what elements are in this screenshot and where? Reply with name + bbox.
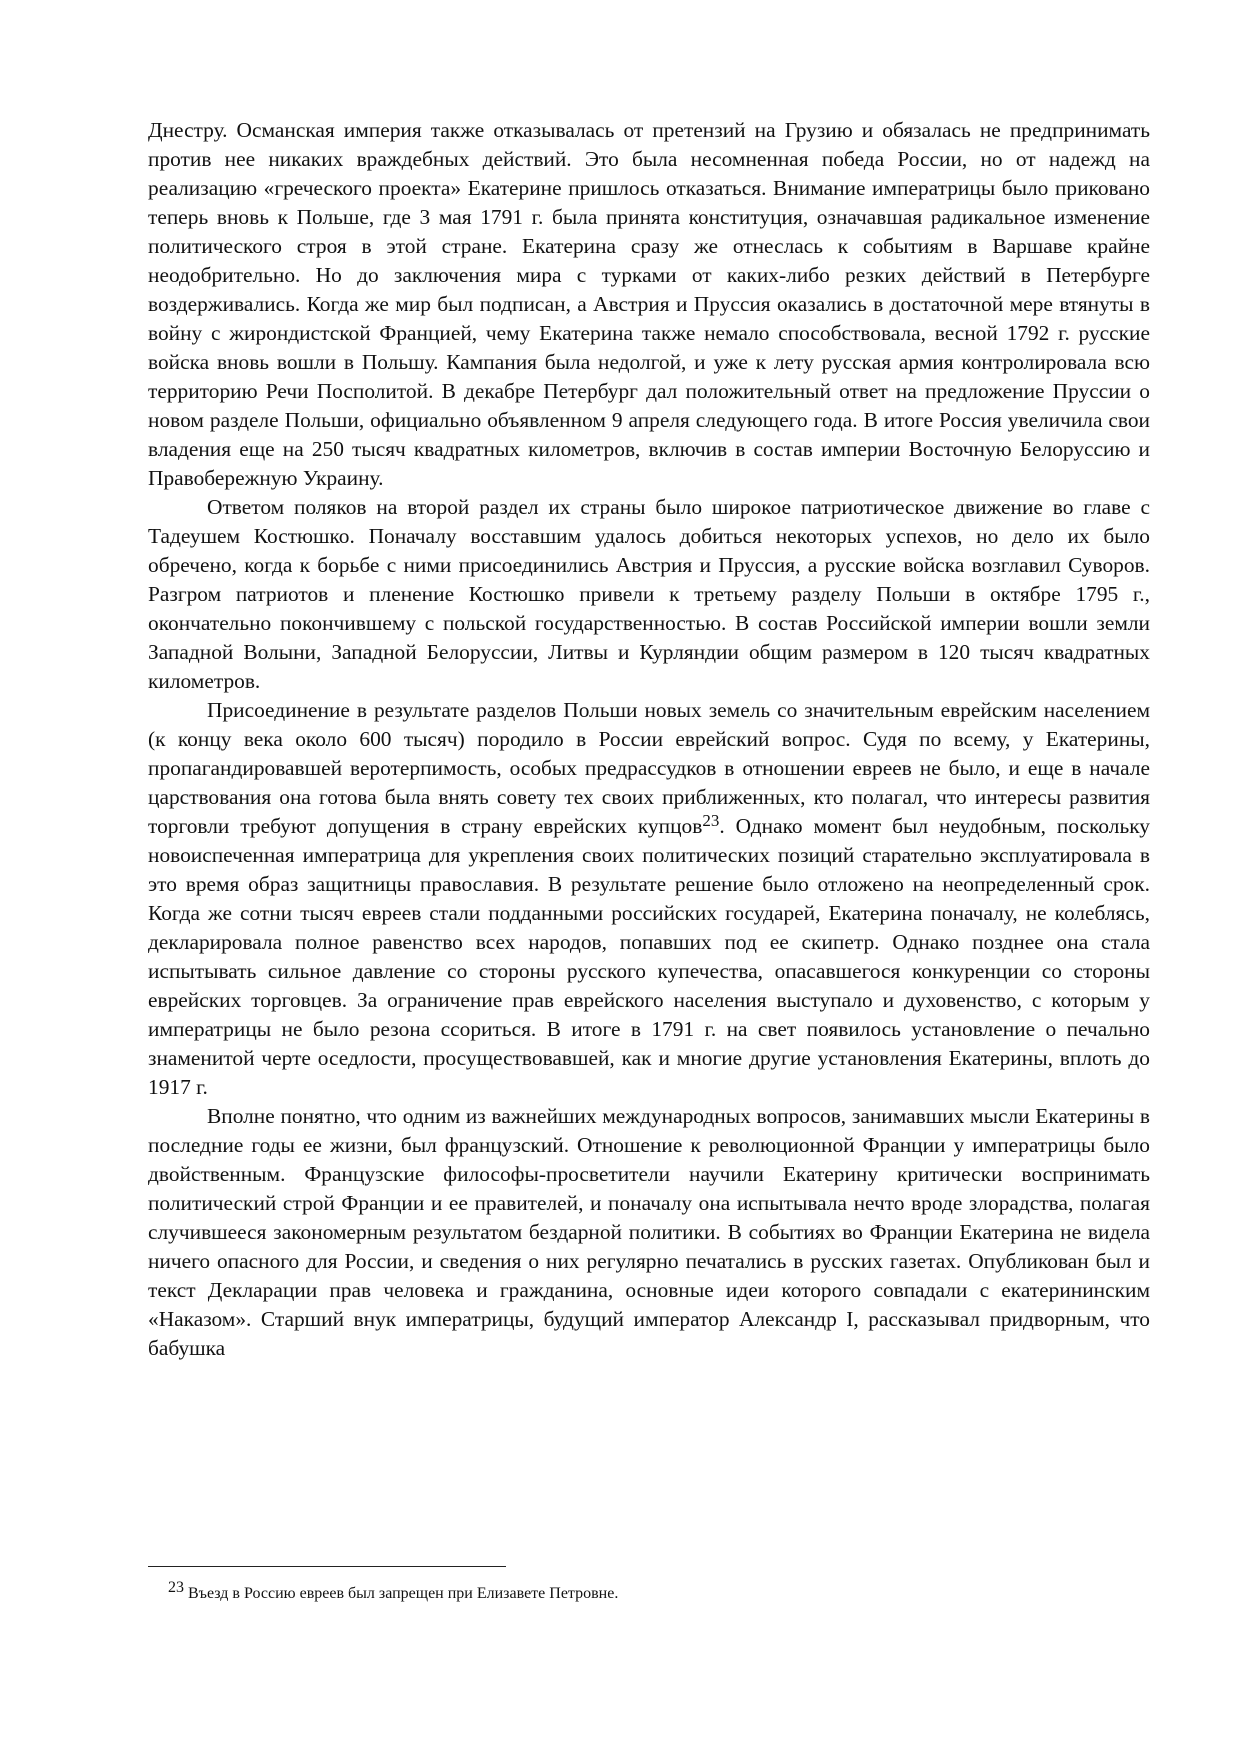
paragraph-3 xyxy=(148,696,1150,1102)
page-body xyxy=(148,116,1150,1363)
paragraph-1: Днестру. Османская империя также отказывалась от претензий на Грузию и обязалась не предпринимать против нее никаких враждебных действий. Это была несомненная победа России, но от надежд на реализацию «греческого проекта» Екатерине пришлось отказаться. Внимание императрицы было приковано теперь вновь к Польше, где 3 мая 1791 г. была принята конституция, означавшая радикальное изменение политического строя в этой стране. Екатерина сразу же отнеслась к событиям в Варшаве крайне неодобрительно. Но до заключения мира с турками от каких-либо резких действий в Петербурге воздерживались. Когда же мир был подписан, а Австрия и Пруссия оказались в достаточной мере втянуты в войну с жирондистской Францией, чему Екатерина также немало способствовала, весной 1792 г. русские войска вновь вошли в Польшу. Кампания была недолгой, и уже к лету русская армия контролировала всю территорию Речи Посполитой. В декабре Петербург дал положительный ответ на предложение Пруссии о новом разделе Польши, официально объявленном 9 апреля следующего года. В итоге Россия увеличила свои владения еще на 250 тысяч квадратных километров, включив в состав империи Восточную Белоруссию и Правобережную Украину. xyxy=(148,118,1150,490)
footnote-mark: 23 xyxy=(168,1579,184,1596)
footnote-reference[interactable]: 23 xyxy=(702,811,720,830)
paragraph-3-text-end: . Однако момент был неудобным, поскольку новоиспеченная императрица для укрепления своих политических позиций старательно эксплуатировала в это время образ защитницы православия. В результате решение было отложено на неопределенный срок. Когда же сотни тысяч евреев стали подданными российских государей, Екатерина поначалу, не колеблясь, декларировала полное равенство всех народов, попавших под ее скипетр. Однако позднее она стала испытывать сильное давление со стороны русского купечества, опасавшегося конкуренции со стороны еврейских торговцев. За ограничение прав еврейского населения выступало и духовенство, с которым у императрицы не было резона ссориться. В итоге в 1791 г. на свет появилось установление о печально знаменитой черте оседлости, просуществовавшей, как и многие другие установления Екатерины, вплоть до 1917 г. xyxy=(148,814,1151,1099)
footnote-text: Въезд в Россию евреев был запрещен при Елизавете Петровне. xyxy=(188,1585,619,1602)
paragraph-2: Ответом поляков на второй раздел их страны было широкое патриотическое движение во главе с Тадеушем Костюшко. Поначалу восставшим удалось добиться некоторых успехов, но дело их было обречено, когда к борьбе с ними присоединились Австрия и Пруссия, а русские войска возглавил Суворов. Разгром патриотов и пленение Костюшко привели к третьему разделу Польши в октябре 1795 г., окончательно покончившему с польской государственностью. В состав Российской империи вошли земли Западной Волыни, Западной Белоруссии, Литвы и Курляндии общим размером в 120 тысяч квадратных километров. xyxy=(148,495,1150,693)
footnote-divider xyxy=(148,1566,506,1567)
footnote xyxy=(168,1579,619,1605)
paragraph-3-text-start: Присоединение в результате разделов Польши новых земель со значительным еврейским населением (к концу века около 600 тысяч) породило в России еврейский вопрос. Судя по всему, у Екатерины, пропагандировавшей веротерпимость, особых предрассудков в отношении евреев не было, и еще в начале царствования она готова была внять совету тех своих приближенных, кто полагал, что интересы развития торговли требуют допущения в страну еврейских купцов xyxy=(148,698,1150,838)
paragraph-4: Вполне понятно, что одним из важнейших международных вопросов, занимавших мысли Екатерины в последние годы ее жизни, был французский. Отношение к революционной Франции у императрицы было двойственным. Французские философы-просветители научили Екатерину критически воспринимать политический строй Франции и ее правителей, и поначалу она испытывала нечто вроде злорадства, полагая случившееся закономерным результатом бездарной политики. В событиях во Франции Екатерина не видела ничего опасного для России, и сведения о них регулярно печатались в русских газетах. Опубликован был и текст Декларации прав человека и гражданина, основные идеи которого совпадали с екатерининским «Наказом». Старший внук императрицы, будущий император Александр I, рассказывал придворным, что бабушка xyxy=(148,1104,1150,1360)
